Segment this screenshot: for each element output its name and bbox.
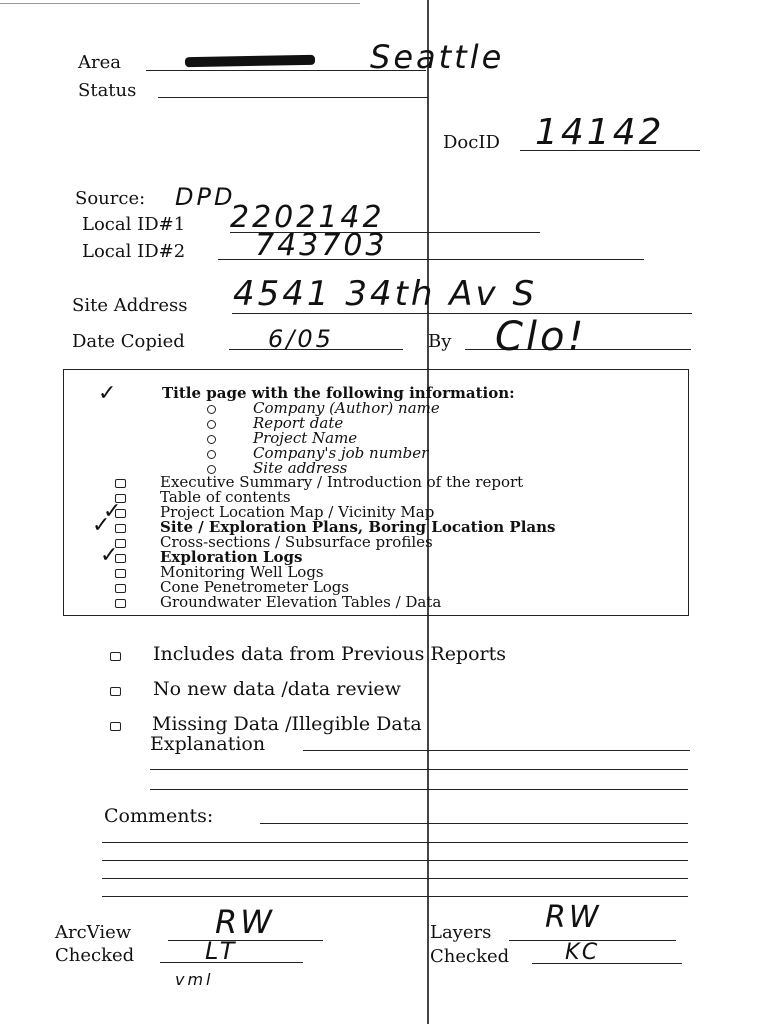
site-address-label: Site Address [72, 295, 188, 316]
comments-line [102, 896, 688, 897]
initials-scribble: vml [175, 970, 214, 989]
missing-data-option: Missing Data /Illegible Data [152, 713, 422, 735]
sub-item: Site address [253, 459, 348, 477]
area-label: Area [78, 52, 121, 73]
top-rule [0, 3, 360, 4]
checked-label-right: Checked [430, 946, 510, 967]
comments-label: Comments: [104, 805, 214, 827]
by-label: By [428, 331, 452, 352]
no-new-data-option: No new data /data review [153, 678, 401, 700]
checkbox-icon [115, 569, 126, 578]
checkbox-icon [115, 584, 126, 593]
previous-reports-option: Includes data from Previous Reports [153, 643, 507, 665]
checkbox-icon [115, 524, 126, 533]
status-line [158, 97, 428, 98]
check-mark-icon: ✓ [98, 381, 117, 406]
checkbox-icon [110, 652, 121, 661]
explanation-line [150, 789, 688, 790]
checked-value-left: LT [205, 937, 238, 965]
check-mark-icon: ✓ [92, 513, 111, 538]
checklist-item: Executive Summary / Introduction of the report [160, 473, 524, 491]
local-id2-value: 743703 [255, 228, 388, 263]
comments-line [102, 878, 688, 879]
checklist-item: Site / Exploration Plans, Boring Location Plans [160, 518, 556, 536]
explanation-line [150, 769, 688, 770]
sub-item: Project Name [253, 429, 358, 447]
docid-label: DocID [443, 132, 500, 153]
explanation-line [303, 750, 690, 751]
checked-label-left: Checked [55, 945, 135, 966]
checklist-item: Cone Penetrometer Logs [160, 578, 350, 596]
docid-value: 14142 [535, 112, 665, 153]
checklist-item: Table of contents [160, 488, 291, 506]
checkbox-icon [110, 722, 121, 731]
layers-value: RW [545, 900, 602, 935]
by-value: Clo! [495, 314, 587, 360]
area-value: Seattle [370, 38, 505, 76]
site-address-value: 4541 34th Av S [233, 274, 538, 314]
date-copied-value: 6/05 [268, 325, 334, 353]
checklist-item: Cross-sections / Subsurface profiles [160, 533, 433, 551]
sub-item: Company (Author) name [253, 399, 440, 417]
sub-bullet-icon [207, 420, 216, 429]
sub-item: Report date [253, 414, 344, 432]
explanation-label: Explanation [150, 733, 266, 755]
date-copied-label: Date Copied [72, 331, 185, 352]
redaction-mark [185, 55, 315, 67]
layers-label: Layers [430, 922, 492, 943]
checkbox-icon [115, 479, 126, 488]
comments-line [102, 842, 688, 843]
checklist-item: Project Location Map / Vicinity Map [160, 503, 435, 521]
arcview-label: ArcView [55, 922, 132, 943]
status-label: Status [78, 80, 137, 101]
local-id1-value: 2202142 [230, 200, 385, 235]
local-id1-label: Local ID#1 [82, 214, 186, 235]
checklist-item: Monitoring Well Logs [160, 563, 324, 581]
sub-bullet-icon [207, 450, 216, 459]
source-value: DPD [175, 183, 236, 211]
checklist-item: Exploration Logs [160, 548, 303, 566]
sub-bullet-icon [207, 435, 216, 444]
local-id2-label: Local ID#2 [82, 241, 186, 262]
check-mark-icon: ✓ [103, 499, 122, 524]
title-page-item: Title page with the following information: [162, 384, 515, 402]
checkbox-icon [115, 599, 126, 608]
comments-line [102, 860, 688, 861]
checked-line-right [532, 963, 682, 964]
comments-line [260, 823, 688, 824]
arcview-value: RW [215, 903, 275, 941]
checked-value-right: KC [565, 940, 601, 965]
checkbox-icon [110, 687, 121, 696]
sub-bullet-icon [207, 405, 216, 414]
checklist-item: Groundwater Elevation Tables / Data [160, 593, 442, 611]
source-label: Source: [75, 188, 146, 209]
check-mark-icon: ✓ [100, 543, 119, 568]
sub-item: Company's job number [253, 444, 429, 462]
